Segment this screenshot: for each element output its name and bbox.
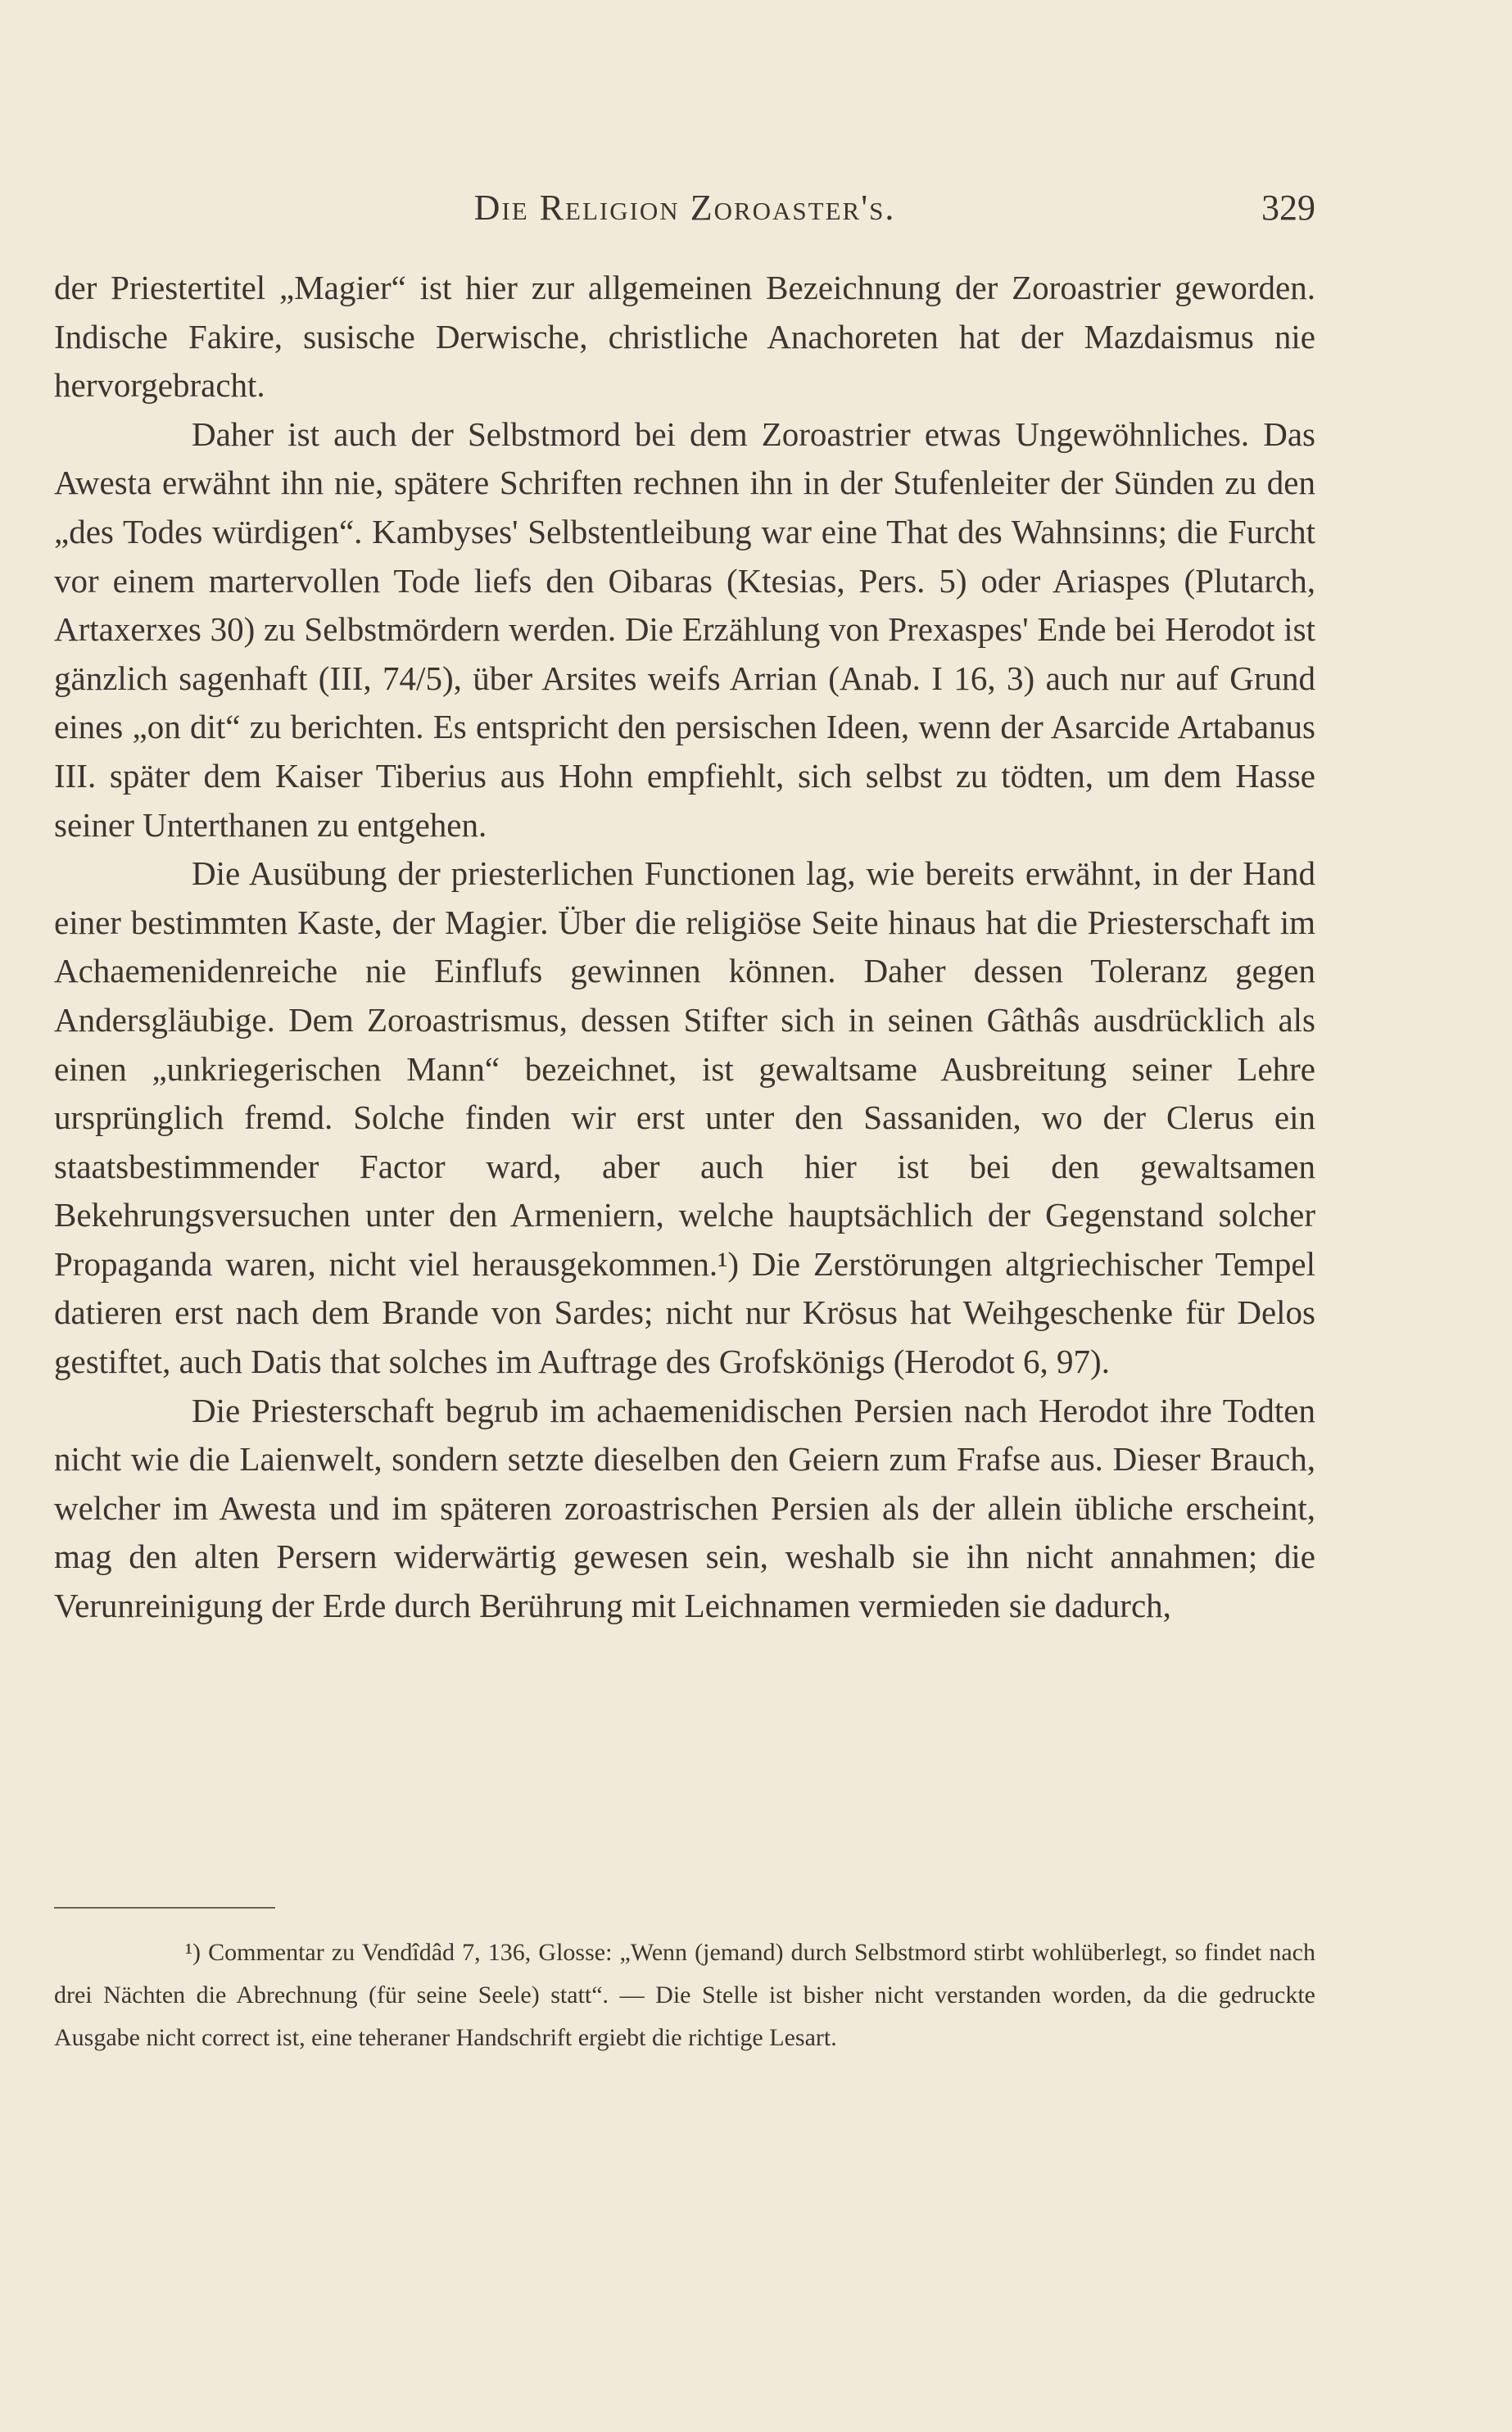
footnote: ¹) Commentar zu Vendîdâd 7, 136, Glosse: „Wenn (jemand) durch Selbstmord stirbt wohlüberlegt, so findet nach drei Nächten die Abrechnung (für seine Seele) statt“. — Die Stelle ist bisher nicht verstanden worden, da die gedruckte Ausgabe nicht correct ist, eine teheraner Handschrift ergiebt die richtige Lesart. [54, 1939, 1315, 2051]
running-head [54, 187, 1315, 236]
body-text [54, 264, 1315, 1631]
paragraph: Die Priesterschaft begrub im achaemenidischen Persien nach Herodot ihre Todten nicht wie die Laienwelt, sondern setzte dieselben den Geiern zum Frafse aus. Dieser Brauch, welcher im Awesta und im späteren zoroastrischen Persien als der allein übliche erscheint, mag den alten Persern widerwärtig gewesen sein, weshalb sie ihn nicht annahmen; die Verunreinigung der Erde durch Berührung mit Leichnamen vermieden sie dadurch, [54, 1391, 1315, 1625]
paragraph: der Priestertitel „Magier“ ist hier zur allgemeinen Bezeichnung der Zoroastrier geworden. Indische Fakire, susische Derwische, christliche Anachoreten hat der Mazdaismus nie hervorgebracht. [54, 269, 1315, 405]
paragraph: Die Ausübung der priesterlichen Functionen lag, wie bereits erwähnt, in der Hand einer bestimmten Kaste, der Magier. Über die religiöse Seite hinaus hat die Priesterschaft im Achaemenidenreiche nie Einflufs gewinnen können. Daher dessen Toleranz gegen Andersgläubige. Dem Zoroastrismus, dessen Stifter sich in seinen Gâthâs ausdrücklich als einen „unkriegerischen Mann“ bezeichnet, ist gewaltsame Ausbreitung seiner Lehre ursprünglich fremd. Solche finden wir erst unter den Sassaniden, wo der Clerus ein staatsbestimmender Factor ward, aber auch hier ist bei den gewaltsamen Bekehrungsversuchen unter den Armeniern, welche hauptsächlich der Gegenstand solcher Propaganda waren, nicht viel herausgekommen.¹) Die Zerstörungen altgriechischer Tempel datieren erst nach dem Brande von Sardes; nicht nur Krösus hat Weihgeschenke für Delos gestiftet, auch Datis that solches im Auftrage des Grofskönigs (Herodot 6, 97). [54, 854, 1315, 1381]
footnote-divider [54, 1907, 275, 1909]
paragraph: Daher ist auch der Selbstmord bei dem Zoroastrier etwas Ungewöhnliches. Das Awesta erwähnt ihn nie, spätere Schriften rechnen ihn in der Stufenleiter der Sünden zu den „des Todes würdigen“. Kambyses' Selbstentleibung war eine That des Wahnsinns; die Furcht vor einem martervollen Tode liefs den Oibaras (Ktesias, Pers. 5) oder Ariaspes (Plutarch, Artaxerxes 30) zu Selbstmördern werden. Die Erzählung von Prexaspes' Ende bei Herodot ist gänzlich sagenhaft (III, 74/5), über Arsites weifs Arrian (Anab. I 16, 3) auch nur auf Grund eines „on dit“ zu berichten. Es entspricht den persischen Ideen, wenn der Asarcide Artabanus III. später dem Kaiser Tiberius aus Hohn empfiehlt, sich selbst zu tödten, um dem Hasse seiner Unterthanen zu entgehen. [54, 414, 1315, 844]
running-title: Die Religion Zoroaster's. [473, 188, 896, 228]
page-number: 329 [1261, 188, 1315, 228]
